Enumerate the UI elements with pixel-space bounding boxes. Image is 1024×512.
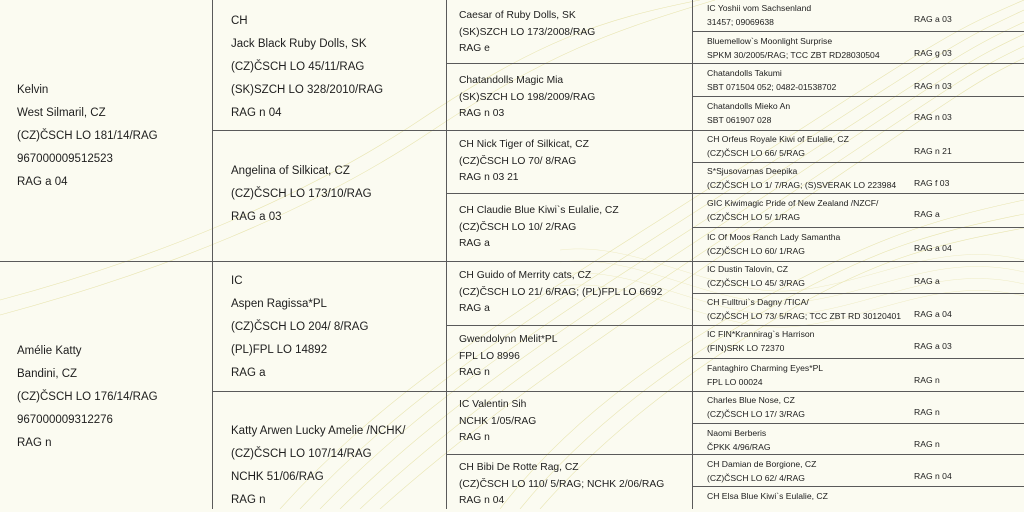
- ancestor-registration: (FIN)SRK LO 72370: [707, 342, 785, 353]
- gen3-cell: [459, 268, 662, 318]
- gen4-cell: [707, 67, 836, 94]
- ancestor-ems-code: RAG a: [459, 238, 490, 249]
- ancestor-name: Charles Blue Nose, CZ: [707, 395, 795, 405]
- sire-name: Kelvin: [17, 84, 49, 96]
- ancestor-registration: SBT 071504 052; 0482-01538702: [707, 81, 837, 92]
- gen4-cell: [707, 2, 811, 29]
- ancestor-registration: (CZ)ČSCH LO 110/ 5/RAG; NCHK 2/06/RAG: [459, 478, 665, 490]
- ancestor-registration: (SK)SZCH LO 328/2010/RAG: [231, 84, 384, 96]
- ancestor-registration: (SK)SZCH LO 198/2009/RAG: [459, 91, 596, 103]
- ancestor-name: CH Guido of Merrity cats, CZ: [459, 270, 592, 281]
- gen4-cell: [707, 35, 880, 62]
- sire-name-line2: West Silmaril, CZ: [17, 107, 106, 119]
- gen4-cell: [707, 362, 823, 389]
- ancestor-ems-code: RAG n 04: [459, 495, 505, 506]
- gen3-right-border: [692, 0, 693, 509]
- ancestor-name: Angelina of Silkicat, CZ: [231, 165, 350, 177]
- ancestor-registration: (CZ)ČSCH LO 5/ 1/RAG: [707, 211, 801, 222]
- gen3-divider: [446, 63, 1024, 64]
- gen2-right-border: [446, 0, 447, 509]
- ancestor-ems-code: RAG n 21: [914, 146, 952, 156]
- gen3-divider: [446, 193, 1024, 194]
- ancestor-ems-code: RAG e: [459, 43, 490, 54]
- sire-cell: [17, 79, 158, 194]
- gen3-cell: [459, 8, 595, 58]
- ancestor-registration: (SK)SZCH LO 173/2008/RAG: [459, 26, 596, 38]
- ancestor-registration: SBT 061907 028: [707, 114, 772, 125]
- dam-dam-cell: [231, 420, 405, 512]
- ancestor-name: CH Elsa Blue Kiwi`s Eulalie, CZ: [707, 491, 828, 501]
- gen4-divider: [692, 486, 1024, 487]
- ancestor-registration: NCHK 1/05/RAG: [459, 415, 537, 427]
- gen2-divider: [212, 130, 1024, 131]
- gen4-cell: [707, 427, 771, 454]
- gen3-cell: [459, 332, 557, 382]
- gen3-cell: [459, 73, 595, 123]
- gen4-cell: [707, 490, 828, 504]
- gen3-cell: [459, 397, 536, 447]
- ancestor-ems-code: RAG n: [459, 432, 490, 443]
- ancestor-name: CH Bibi De Rotte Rag, CZ: [459, 462, 579, 473]
- ancestor-ems-code: RAG a: [459, 303, 490, 314]
- ancestor-ems-code: RAG a: [914, 276, 940, 286]
- dam-cell: [17, 340, 158, 455]
- ancestor-registration: (CZ)ČSCH LO 73/ 5/RAG; TCC ZBT RD 30120401: [707, 310, 902, 321]
- ancestor-registration: (CZ)ČSCH LO 173/10/RAG: [231, 188, 372, 200]
- ancestor-name: IC Yoshii vom Sachsenland: [707, 3, 812, 13]
- ancestor-ems-code: RAG n: [459, 367, 490, 378]
- ancestor-ems-code: RAG n: [914, 407, 940, 417]
- ancestor-name: Jack Black Ruby Dolls, SK: [231, 38, 367, 50]
- sire-ems-code: RAG a 04: [17, 176, 68, 188]
- gen3-divider: [446, 454, 1024, 455]
- ancestor-name: Bluemellow`s Moonlight Surprise: [707, 36, 833, 46]
- ancestor-name: CH Fulltrui`s Dagny /TICA/: [707, 297, 809, 307]
- ancestor-name: CH Orfeus Royale Kiwi of Eulalie, CZ: [707, 134, 849, 144]
- ancestor-ems-code: RAG a 04: [914, 243, 952, 253]
- ancestor-ems-code: RAG a 04: [914, 309, 952, 319]
- sire-sire-cell: [231, 10, 383, 125]
- gen4-divider: [692, 96, 1024, 97]
- ancestor-name: GIC Kiwimagic Pride of New Zealand /NZCF/: [707, 198, 879, 208]
- gen4-cell: [707, 296, 901, 323]
- ancestor-title: CH: [231, 15, 248, 27]
- ancestor-name: Naomi Berberis: [707, 428, 767, 438]
- ancestor-name: IC Dustin Talovín, CZ: [707, 264, 789, 274]
- ancestor-name: Chatandolls Mieko An: [707, 101, 791, 111]
- ancestor-registration: (CZ)ČSCH LO 17/ 3/RAG: [707, 408, 805, 419]
- ancestor-name: Fantaghiro Charming Eyes*PL: [707, 363, 824, 373]
- gen4-cell: [707, 263, 805, 290]
- gen4-cell: [707, 231, 840, 258]
- ancestor-name: Chatandolls Magic Mia: [459, 75, 564, 86]
- ancestor-registration: (CZ)ČSCH LO 45/11/RAG: [231, 61, 365, 73]
- gen2-divider: [212, 391, 1024, 392]
- ancestor-name: Katty Arwen Lucky Amelie /NCHK/: [231, 425, 406, 437]
- ancestor-registration: (CZ)ČSCH LO 66/ 5/RAG: [707, 147, 805, 158]
- dam-microchip: 967000009312276: [17, 414, 113, 426]
- gen3-cell: [459, 203, 619, 253]
- ancestor-ems-code: RAG a: [231, 367, 266, 379]
- gen4-cell: [707, 197, 878, 224]
- ancestor-name: IC FIN*Krannirag`s Harrison: [707, 329, 815, 339]
- gen3-cell: [459, 137, 589, 187]
- dam-name-line2: Bandini, CZ: [17, 368, 78, 380]
- gen4-divider: [692, 31, 1024, 32]
- ancestor-registration: (CZ)ČSCH LO 45/ 3/RAG: [707, 277, 805, 288]
- ancestor-ems-code: RAG n 03: [914, 81, 952, 91]
- gen4-divider: [692, 358, 1024, 359]
- ancestor-registration: 31457; 09069638: [707, 16, 774, 27]
- ancestor-registration: (CZ)ČSCH LO 70/ 8/RAG: [459, 155, 577, 167]
- sire-registration: (CZ)ČSCH LO 181/14/RAG: [17, 130, 158, 142]
- gen4-divider: [692, 162, 1024, 163]
- gen3-divider: [446, 325, 1024, 326]
- gen4-cell: [707, 133, 849, 160]
- ancestor-name: IC Of Moos Ranch Lady Samantha: [707, 232, 841, 242]
- ancestor-name: S*Sjusovarnas Deepika: [707, 166, 798, 176]
- ancestor-name: Chatandolls Takumi: [707, 68, 782, 78]
- ancestor-registration: (PL)FPL LO 14892: [231, 344, 328, 356]
- gen4-cell: [707, 165, 896, 192]
- gen3-cell: [459, 460, 664, 510]
- gen4-divider: [692, 423, 1024, 424]
- ancestor-registration: SPKM 30/2005/RAG; TCC ZBT RD28030504: [707, 49, 880, 60]
- dam-sire-cell: [231, 270, 368, 385]
- ancestor-registration: (CZ)ČSCH LO 1/ 7/RAG; (S)SVERAK LO 223984: [707, 179, 897, 190]
- dam-name: Amélie Katty: [17, 345, 82, 357]
- gen4-cell: [707, 458, 816, 485]
- sire-microchip: 967000009512523: [17, 153, 113, 165]
- ancestor-ems-code: RAG n 03 21: [459, 172, 519, 183]
- gen4-cell: [707, 100, 790, 127]
- ancestor-name: Gwendolynn Melit*PL: [459, 334, 558, 345]
- ancestor-ems-code: RAG n: [231, 494, 266, 506]
- gen1-divider: [0, 261, 1024, 262]
- gen1-right-border: [212, 0, 213, 509]
- ancestor-registration: (CZ)ČSCH LO 10/ 2/RAG: [459, 221, 577, 233]
- gen4-divider: [692, 293, 1024, 294]
- ancestor-registration: (CZ)ČSCH LO 107/14/RAG: [231, 448, 372, 460]
- ancestor-ems-code: RAG n 04: [231, 107, 282, 119]
- gen4-divider: [692, 227, 1024, 228]
- ancestor-name: CH Nick Tiger of Silkicat, CZ: [459, 139, 589, 150]
- ancestor-ems-code: RAG a 03: [914, 14, 952, 24]
- dam-registration: (CZ)ČSCH LO 176/14/RAG: [17, 391, 158, 403]
- ancestor-ems-code: RAG n 04: [914, 471, 952, 481]
- ancestor-registration: FPL LO 8996: [459, 350, 520, 362]
- ancestor-name: Caesar of Ruby Dolls, SK: [459, 10, 576, 21]
- ancestor-name: IC Valentin Sih: [459, 399, 527, 410]
- ancestor-ems-code: RAG n: [914, 439, 940, 449]
- dam-ems-code: RAG n: [17, 437, 52, 449]
- ancestor-registration: FPL LO 00024: [707, 376, 763, 387]
- ancestor-ems-code: RAG a 03: [231, 211, 282, 223]
- ancestor-registration: ČPKK 4/96/RAG: [707, 441, 771, 452]
- ancestor-name: CH Damian de Borgione, CZ: [707, 459, 817, 469]
- gen4-cell: [707, 328, 814, 355]
- gen4-cell: [707, 394, 805, 421]
- ancestor-ems-code: RAG a: [914, 209, 940, 219]
- ancestor-registration: (CZ)ČSCH LO 60/ 1/RAG: [707, 245, 805, 256]
- ancestor-name: Aspen Ragissa*PL: [231, 298, 327, 310]
- ancestor-ems-code: RAG n 03: [459, 108, 505, 119]
- ancestor-registration: (CZ)ČSCH LO 21/ 6/RAG; (PL)FPL LO 6692: [459, 286, 663, 298]
- ancestor-ems-code: RAG g 03: [914, 48, 952, 58]
- ancestor-title: IC: [231, 275, 243, 287]
- ancestor-registration: (CZ)ČSCH LO 204/ 8/RAG: [231, 321, 369, 333]
- ancestor-registration: (CZ)ČSCH LO 62/ 4/RAG: [707, 472, 805, 483]
- sire-dam-cell: [231, 160, 372, 229]
- ancestor-ems-code: RAG n: [914, 375, 940, 385]
- ancestor-name: CH Claudie Blue Kiwi`s Eulalie, CZ: [459, 205, 619, 216]
- ancestor-registration: NCHK 51/06/RAG: [231, 471, 324, 483]
- ancestor-ems-code: RAG f 03: [914, 178, 950, 188]
- ancestor-ems-code: RAG a 03: [914, 341, 952, 351]
- ancestor-ems-code: RAG n 03: [914, 112, 952, 122]
